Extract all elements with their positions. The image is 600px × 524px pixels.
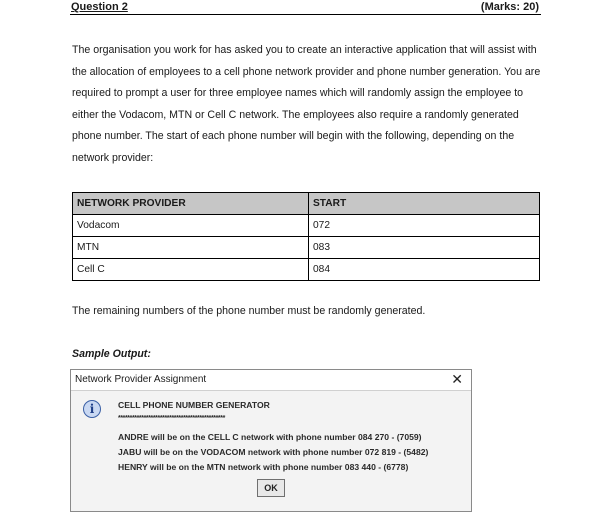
start-cell: 084 bbox=[309, 259, 540, 281]
remaining-note: The remaining numbers of the phone number must be randomly generated. bbox=[72, 305, 426, 317]
dialog-separator: ********************************************** bbox=[118, 415, 225, 422]
column-header-start: START bbox=[309, 193, 540, 215]
message-dialog bbox=[70, 369, 472, 512]
ok-button[interactable]: OK bbox=[257, 479, 285, 497]
output-line: ANDRE will be on the CELL C network with phone number 084 270 - (7059) bbox=[118, 432, 422, 442]
output-line: HENRY will be on the MTN network with phone number 083 440 - (6778) bbox=[118, 462, 409, 472]
sample-output-label: Sample Output: bbox=[72, 348, 151, 360]
question-header bbox=[70, 0, 541, 15]
intro-paragraph: The organisation you work for has asked you to create an interactive application that will assist with the allocation of employees to a cell phone network provider and phone number generation. You are required to prompt a user for three employee names which will randomly assign the employee to either the Vodacom, MTN or Cell C network. The employees also require a randomly generated phone number. The start of each phone number will begin with the following, depending on the network provider: bbox=[72, 44, 541, 164]
column-header-provider: NETWORK PROVIDER bbox=[73, 193, 309, 215]
dialog-heading: CELL PHONE NUMBER GENERATOR bbox=[118, 400, 270, 410]
table-row bbox=[73, 259, 540, 281]
start-cell: 072 bbox=[309, 215, 540, 237]
dialog-title: Network Provider Assignment bbox=[75, 374, 207, 385]
close-icon[interactable]: ✕ bbox=[451, 371, 463, 387]
network-provider-table bbox=[72, 192, 540, 281]
table-row bbox=[73, 215, 540, 237]
provider-cell: Cell C bbox=[73, 259, 309, 281]
question-number: Question 2 bbox=[71, 1, 128, 13]
output-line: JABU will be on the VODACOM network with phone number 072 819 - (5482) bbox=[118, 447, 429, 457]
provider-cell: Vodacom bbox=[73, 215, 309, 237]
table-header-row bbox=[73, 193, 540, 215]
dialog-titlebar[interactable] bbox=[71, 370, 471, 391]
info-icon: i bbox=[83, 400, 101, 418]
table-row bbox=[73, 237, 540, 259]
provider-cell: MTN bbox=[73, 237, 309, 259]
marks-label: (Marks: 20) bbox=[480, 1, 539, 13]
start-cell: 083 bbox=[309, 237, 540, 259]
